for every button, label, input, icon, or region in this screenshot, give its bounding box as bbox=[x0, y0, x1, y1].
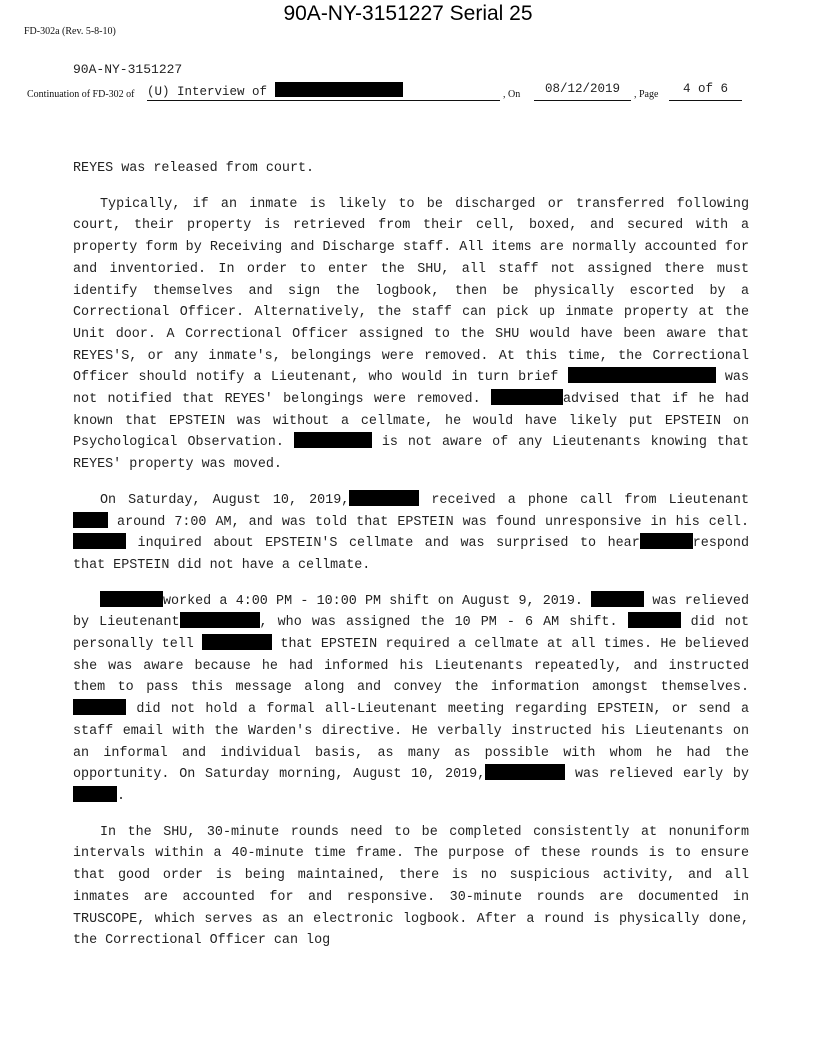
redaction-box bbox=[73, 512, 108, 528]
text-run: was relieved early by bbox=[565, 767, 749, 783]
paragraph-3 bbox=[73, 490, 749, 577]
paragraph-5 bbox=[73, 822, 749, 952]
paragraph-1 bbox=[73, 158, 749, 180]
text-run: was not notified that REYES' belongings were removed. bbox=[73, 370, 749, 408]
text-run: did not personally tell bbox=[73, 615, 749, 653]
redaction-box bbox=[73, 533, 126, 549]
case-number: 90A-NY-3151227 bbox=[73, 62, 183, 77]
redaction-box bbox=[294, 432, 372, 448]
document-body bbox=[73, 158, 749, 966]
text-run: received a phone call from Lieutenant bbox=[419, 492, 749, 508]
document-serial: 90A-NY-3151227 Serial 25 bbox=[283, 2, 533, 25]
on-label: , On bbox=[503, 89, 521, 100]
subject-field bbox=[147, 82, 500, 101]
redaction-box bbox=[491, 389, 563, 405]
text-run: did not hold a formal all-Lieutenant meeting regarding EPSTEIN, or send a staff email with the Warden's directive. He verbally instructed his Lieutenants on an informal and individual basis, as many as possible with whom he had the opportunity. On Saturday morning, August 10, 2019, bbox=[73, 702, 749, 783]
text-run: was relieved by Lieutenant bbox=[73, 593, 749, 631]
redaction-box bbox=[202, 634, 272, 650]
redaction-box bbox=[275, 82, 403, 97]
text-run: . bbox=[117, 788, 126, 804]
redaction-box bbox=[100, 591, 163, 607]
subject-text: (U) Interview of bbox=[147, 85, 268, 99]
text-run: inquired about EPSTEIN'S cellmate and was surprised to hear bbox=[126, 536, 640, 552]
redaction-box bbox=[180, 612, 260, 628]
redaction-box bbox=[640, 533, 693, 549]
page-label: , Page bbox=[634, 89, 659, 100]
text-run: REYES was released from court. bbox=[73, 161, 315, 176]
form-revision: FD-302a (Rev. 5-8-10) bbox=[24, 26, 116, 37]
text-run: In the SHU, 30-minute rounds need to be completed consistently at nonuniform intervals within a 40-minute time frame. The purpose of these rounds is to ensure that good order is being maintained, there is no suspicious activity, and all inmates are accounted for and responsive. 30-minute rounds are documented in TRUSCOPE, which serves as an electronic logbook. After a round is physically done, the Correctional Officer can log bbox=[73, 824, 749, 949]
text-run: advised that if he had known that EPSTEIN was without a cellmate, he would have likely put EPSTEIN on Psychological Observation. bbox=[73, 392, 749, 451]
text-run: Typically, if an inmate is likely to be discharged or transferred following court, their property is retrieved from their cell, boxed, and secured with a property form by Receiving and Discharge staff. All items are normally accounted for and inventoried. In order to enter the SHU, all staff not assigned there must identify themselves and sign the logbook, then be physically escorted by a Correctional Officer. Alternatively, the staff can pick up inmate property at the Unit door. A Correctional Officer assigned to the SHU would have been aware that REYES'S, or any inmate's, belongings were removed. At this time, the Correctional Officer should notify a Lieutenant, who would in turn brief bbox=[73, 196, 749, 386]
paragraph-2 bbox=[73, 194, 749, 476]
redaction-box bbox=[485, 764, 565, 780]
continuation-row bbox=[27, 82, 787, 102]
page-field: 4 of 6 bbox=[669, 82, 742, 101]
redaction-box bbox=[591, 591, 644, 607]
continuation-label: Continuation of FD-302 of bbox=[27, 89, 135, 100]
paragraph-4 bbox=[73, 591, 749, 808]
date-field: 08/12/2019 bbox=[534, 82, 631, 101]
text-run: On Saturday, August 10, 2019, bbox=[100, 492, 350, 508]
text-run: that EPSTEIN required a cellmate at all times. He believed she was aware because he had informed his Lieutenants repeatedly, and instructed them to pass this message along and convey the information amongst themselves. bbox=[73, 637, 749, 696]
text-run: around 7:00 AM, and was told that EPSTEIN was found unresponsive in his cell. bbox=[108, 514, 749, 530]
redaction-box bbox=[73, 699, 126, 715]
text-run: worked a 4:00 PM - 10:00 PM shift on August 9, 2019. bbox=[163, 593, 592, 609]
text-run: is not aware of any Lieutenants knowing that REYES' property was moved. bbox=[73, 435, 750, 473]
redaction-box bbox=[73, 786, 117, 802]
redaction-box bbox=[349, 490, 419, 506]
text-run: , who was assigned the 10 PM - 6 AM shift. bbox=[259, 615, 628, 631]
redaction-box bbox=[568, 367, 716, 383]
redaction-box bbox=[628, 612, 681, 628]
text-run: respond that EPSTEIN did not have a cellmate. bbox=[73, 536, 749, 573]
